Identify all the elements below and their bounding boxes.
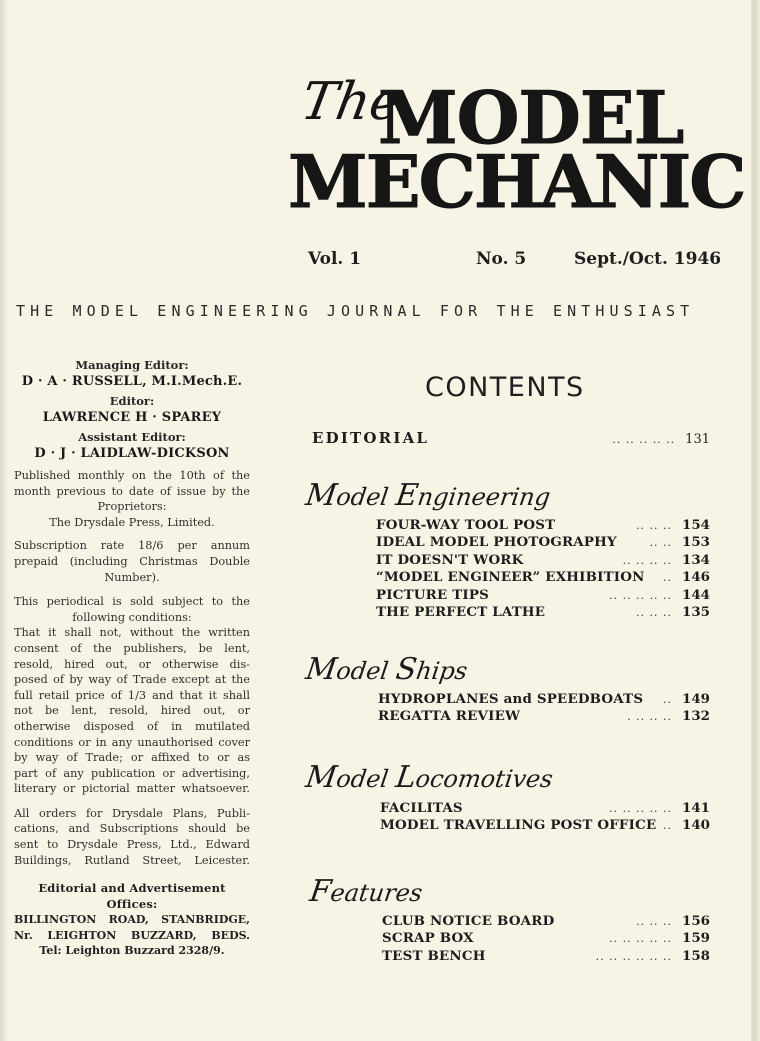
toc-page-number: 158	[682, 947, 710, 964]
page-edge	[751, 0, 760, 1041]
text-line: prepaid (including Christmas Double	[14, 554, 250, 568]
toc-entry[interactable]	[382, 913, 710, 929]
telephone-line: Tel: Leighton Buzzard 2328/9.	[39, 944, 225, 958]
text-line: Published monthly on the 10th of the	[14, 469, 250, 482]
staff-name: LAWRENCE H · SPAREY	[42, 410, 222, 425]
toc-leader-dots: .. .. .. .. ..	[609, 802, 673, 815]
text-line: Number).	[104, 570, 160, 584]
toc-leader-dots: .. .. .. ..	[622, 553, 673, 567]
section-heading: Features	[307, 874, 425, 909]
text-line: following conditions:	[72, 610, 192, 624]
toc-entry-title: IT DOESN'T WORK	[376, 551, 524, 568]
masthead-the: The	[296, 72, 407, 132]
text-line: cations, and Subscriptions should be	[14, 822, 250, 836]
staff-role: Assistant Editor:	[78, 430, 186, 444]
publishing-notice	[14, 468, 250, 530]
conditions-notice	[14, 594, 250, 797]
toc-page-number: 159	[682, 930, 710, 947]
toc-page-number: 134	[682, 551, 710, 568]
masthead-line-model: MODEL	[378, 75, 684, 160]
text-line: month previous to date of issue by the	[14, 484, 250, 498]
text-line: This periodical is sold subject to the	[14, 595, 250, 609]
toc-entry[interactable]	[376, 569, 710, 585]
toc-leader-dots: ..	[663, 819, 673, 833]
staff-role: Managing Editor:	[75, 358, 189, 372]
toc-page-number: 146	[682, 569, 710, 586]
subscription-notice	[14, 538, 250, 585]
toc-page-number: 141	[682, 800, 710, 816]
toc-entry-title: MODEL TRAVELLING POST OFFICE	[380, 817, 657, 834]
staff-name: D · A · RUSSELL, M.I.Mech.E.	[21, 374, 243, 389]
toc-entry[interactable]	[376, 552, 710, 568]
tagline: THE MODEL ENGINEERING JOURNAL FOR THE ENTHUSIAST	[16, 302, 695, 320]
text-line: by way of Trade; or affixed to or as	[14, 751, 250, 765]
toc-entry[interactable]	[380, 817, 710, 833]
toc-entry[interactable]	[380, 800, 710, 816]
section-heading: Model Locomotives	[303, 760, 555, 795]
toc-page-number: 144	[682, 586, 710, 603]
text-line: The Drysdale Press, Limited.	[49, 515, 215, 529]
toc-entry-title: FACILITAS	[380, 800, 463, 816]
text-line: All orders for Drysdale Plans, Publi-	[14, 806, 250, 820]
orders-notice	[14, 806, 250, 868]
toc-leader-dots: .. .. .. .. ..	[609, 932, 673, 946]
page-binding-shadow	[0, 0, 8, 1041]
toc-entry[interactable]	[376, 604, 710, 620]
toc-entry-title: EDITORIAL	[312, 429, 430, 447]
toc-entry-title: REGATTA REVIEW	[378, 708, 521, 725]
offices-address	[14, 912, 250, 959]
toc-entry[interactable]	[382, 948, 710, 964]
section-heading: Model Ships	[303, 652, 470, 687]
toc-leader-dots: .. .. ..	[636, 606, 673, 619]
toc-entry-title: “MODEL ENGINEER” EXHIBITION	[376, 569, 645, 586]
toc-entry[interactable]	[376, 517, 710, 533]
masthead-line-mechanic: MECHANIC	[288, 139, 745, 224]
toc-page-number: 154	[682, 517, 710, 533]
toc-leader-dots: .. .. .. .. .. ..	[595, 949, 673, 963]
toc-entry[interactable]	[376, 534, 710, 550]
toc-entry-title: CLUB NOTICE BOARD	[382, 913, 555, 929]
staff-name: D · J · LAIDLAW-DICKSON	[34, 446, 230, 461]
toc-page-number: 153	[682, 534, 710, 551]
imprint-column	[14, 358, 250, 959]
masthead	[286, 70, 745, 224]
text-line: consent of the publishers, be lent,	[14, 641, 250, 655]
address-line: Nr. LEIGHTON BUZZARD, BEDS.	[14, 928, 250, 942]
toc-leader-dots: .. .. .. .. ..	[612, 433, 676, 446]
contents-title: CONTENTS	[425, 372, 585, 403]
toc-entry[interactable]	[378, 691, 710, 707]
staff-list	[14, 358, 250, 462]
toc-entry-title: SCRAP BOX	[382, 930, 474, 947]
text-line: part of any publication or advertising,	[14, 766, 250, 780]
toc-leader-dots: .. .. .. .. ..	[609, 588, 673, 602]
toc-entry-title: FOUR-WAY TOOL POST	[376, 517, 556, 533]
text-line: sent to Drysdale Press, Ltd., Edward	[14, 838, 250, 852]
toc-leader-dots: .. .. ..	[636, 915, 673, 928]
address-line: BILLINGTON ROAD, STANBRIDGE,	[14, 913, 250, 927]
toc-entry[interactable]	[376, 587, 710, 603]
toc-entry-title: PICTURE TIPS	[376, 586, 489, 603]
section-heading: Model Engineering	[303, 478, 553, 513]
toc-entry-title: HYDROPLANES and SPEEDBOATS	[378, 691, 644, 707]
text-line: literary or pictorial matter whatsoever.	[14, 782, 250, 796]
text-line: not be lent, resold, hired out, or	[14, 704, 250, 718]
text-line: Proprietors:	[97, 500, 167, 514]
toc-entry[interactable]	[382, 930, 710, 946]
text-line: conditions or in any unauthorised cover	[14, 735, 250, 749]
text-line: otherwise disposed of in mutilated	[14, 719, 250, 733]
toc-leader-dots: ..	[663, 693, 673, 706]
toc-entry-title: IDEAL MODEL PHOTOGRAPHY	[376, 534, 617, 551]
text-line: Buildings, Rutland Street, Leicester.	[14, 853, 250, 867]
toc-leader-dots: . .. .. ..	[627, 710, 673, 724]
text-line: full retail price of 1/3 and that it shall	[14, 688, 250, 702]
offices-title: Editorial and Advertisement Offices:	[38, 881, 226, 912]
toc-leader-dots: ..	[663, 571, 673, 585]
toc-entry-title: TEST BENCH	[382, 947, 486, 964]
toc-page-number: 156	[682, 913, 710, 929]
text-line: posed of by way of Trade except at the	[14, 673, 250, 687]
staff-role: Editor:	[109, 394, 155, 408]
toc-leader-dots: .. ..	[649, 536, 673, 550]
toc-page-number: 135	[682, 604, 710, 620]
toc-page-number: 132	[682, 708, 710, 725]
toc-entry-title: THE PERFECT LATHE	[376, 604, 546, 620]
toc-page-number: 131	[685, 432, 710, 447]
text-line: That it shall not, without the written	[14, 626, 250, 640]
toc-entry-editorial[interactable]	[312, 429, 710, 447]
issue-date: Sept./Oct. 1946	[574, 249, 722, 269]
issue-number: No. 5	[476, 249, 527, 269]
toc-leader-dots: .. .. ..	[636, 519, 673, 532]
toc-entry[interactable]	[378, 708, 710, 724]
toc-page-number: 140	[682, 817, 710, 834]
toc-page-number: 149	[682, 691, 710, 707]
text-line: Subscription rate 18/6 per annum	[14, 539, 250, 553]
text-line: resold, hired out, or otherwise dis-	[14, 657, 250, 671]
issue-volume: Vol. 1	[308, 249, 362, 269]
